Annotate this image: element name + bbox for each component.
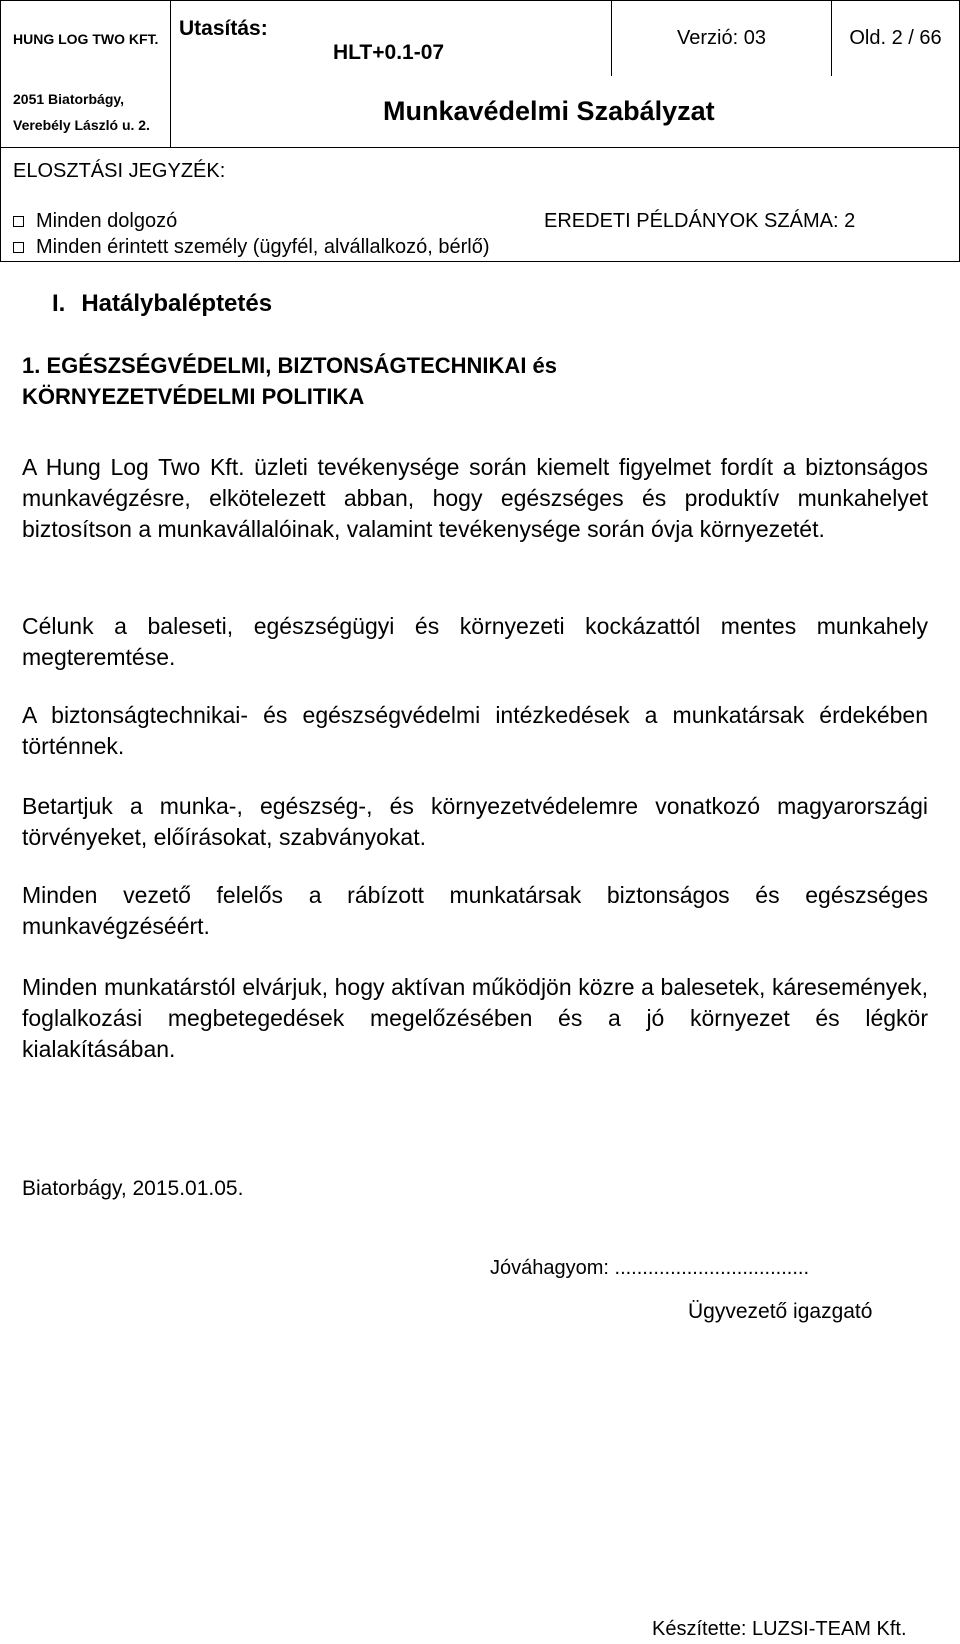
subsection-heading-line-1: 1. EGÉSZSÉGVÉDELMI, BIZTONSÁGTECHNIKAI és [22, 353, 558, 378]
section-title: Hatálybaléptetés [81, 290, 273, 317]
distribution-item-label: Minden dolgozó [36, 210, 178, 232]
subsection-heading [22, 350, 557, 412]
distribution-item [13, 210, 177, 233]
document-code: HLT+0.1-07 [333, 41, 445, 64]
distribution-list [1, 147, 959, 262]
instruction-cell [171, 1, 612, 76]
place-and-date: Biatorbágy, 2015.01.05. [22, 1177, 244, 1200]
checkbox-icon [13, 216, 24, 227]
section-heading [52, 290, 272, 318]
checkbox-icon [13, 242, 24, 253]
policy-paragraph: Betartjuk a munka-, egészség-, és környezetvédelemre vonatkozó magyarországi törvényeket, előírásokat, szabványokat. [22, 793, 928, 850]
address-line-2: Verebély László u. 2. [13, 117, 150, 133]
document-title: Munkavédelmi Szabályzat [383, 96, 715, 126]
section-number: I. [52, 290, 66, 317]
distribution-title: ELOSZTÁSI JEGYZÉK: [13, 160, 226, 182]
header-row-top [1, 0, 959, 76]
instruction-label: Utasítás: [179, 17, 268, 40]
prepared-by: Készítette: LUZSI-TEAM Kft. [652, 1618, 907, 1640]
approval-line: Jóváhagyom: ................................... [490, 1257, 809, 1279]
address-line-1: 2051 Biatorbágy, [13, 91, 125, 107]
distribution-item-label: Minden érintett személy (ügyfél, alvállalkozó, bérlő) [36, 236, 490, 258]
company-name: HUNG LOG TWO KFT. [1, 1, 171, 76]
document-header [0, 0, 960, 262]
header-row-bottom [1, 76, 959, 147]
version-label: Verzió: 03 [612, 1, 832, 76]
original-copies-count: EREDETI PÉLDÁNYOK SZÁMA: 2 [544, 210, 856, 232]
policy-paragraph: Célunk a baleseti, egészségügyi és környezeti kockázattól mentes munkahely megteremtése. [22, 613, 928, 670]
page-number: Old. 2 / 66 [849, 27, 942, 49]
distribution-item [13, 236, 490, 259]
policy-paragraph: A biztonságtechnikai- és egészségvédelmi intézkedések a munkatársak érdekében történnek. [22, 702, 928, 759]
company-address [1, 76, 171, 147]
approver-role: Ügyvezető igazgató [688, 1300, 873, 1323]
subsection-heading-line-2: KÖRNYEZETVÉDELMI POLITIKA [22, 384, 365, 409]
policy-paragraph: Minden munkatárstól elvárjuk, hogy aktívan működjön közre a balesetek, káresemények, foglalkozási megbetegedések megelőzésében és a jó környezet és légkör kialakításában. [22, 974, 928, 1062]
policy-paragraph: Minden vezető felelős a rábízott munkatársak biztonságos és egészséges munkavégzéséért. [22, 882, 928, 939]
policy-paragraph: A Hung Log Two Kft. üzleti tevékenysége során kiemelt figyelmet fordít a biztonságos munkavégzésre, elkötelezett abban, hogy egészséges és produktív munkahelyet biztosítson a munkavállalóinak, valamint tevékenysége során óvja környezetét. [22, 454, 928, 542]
